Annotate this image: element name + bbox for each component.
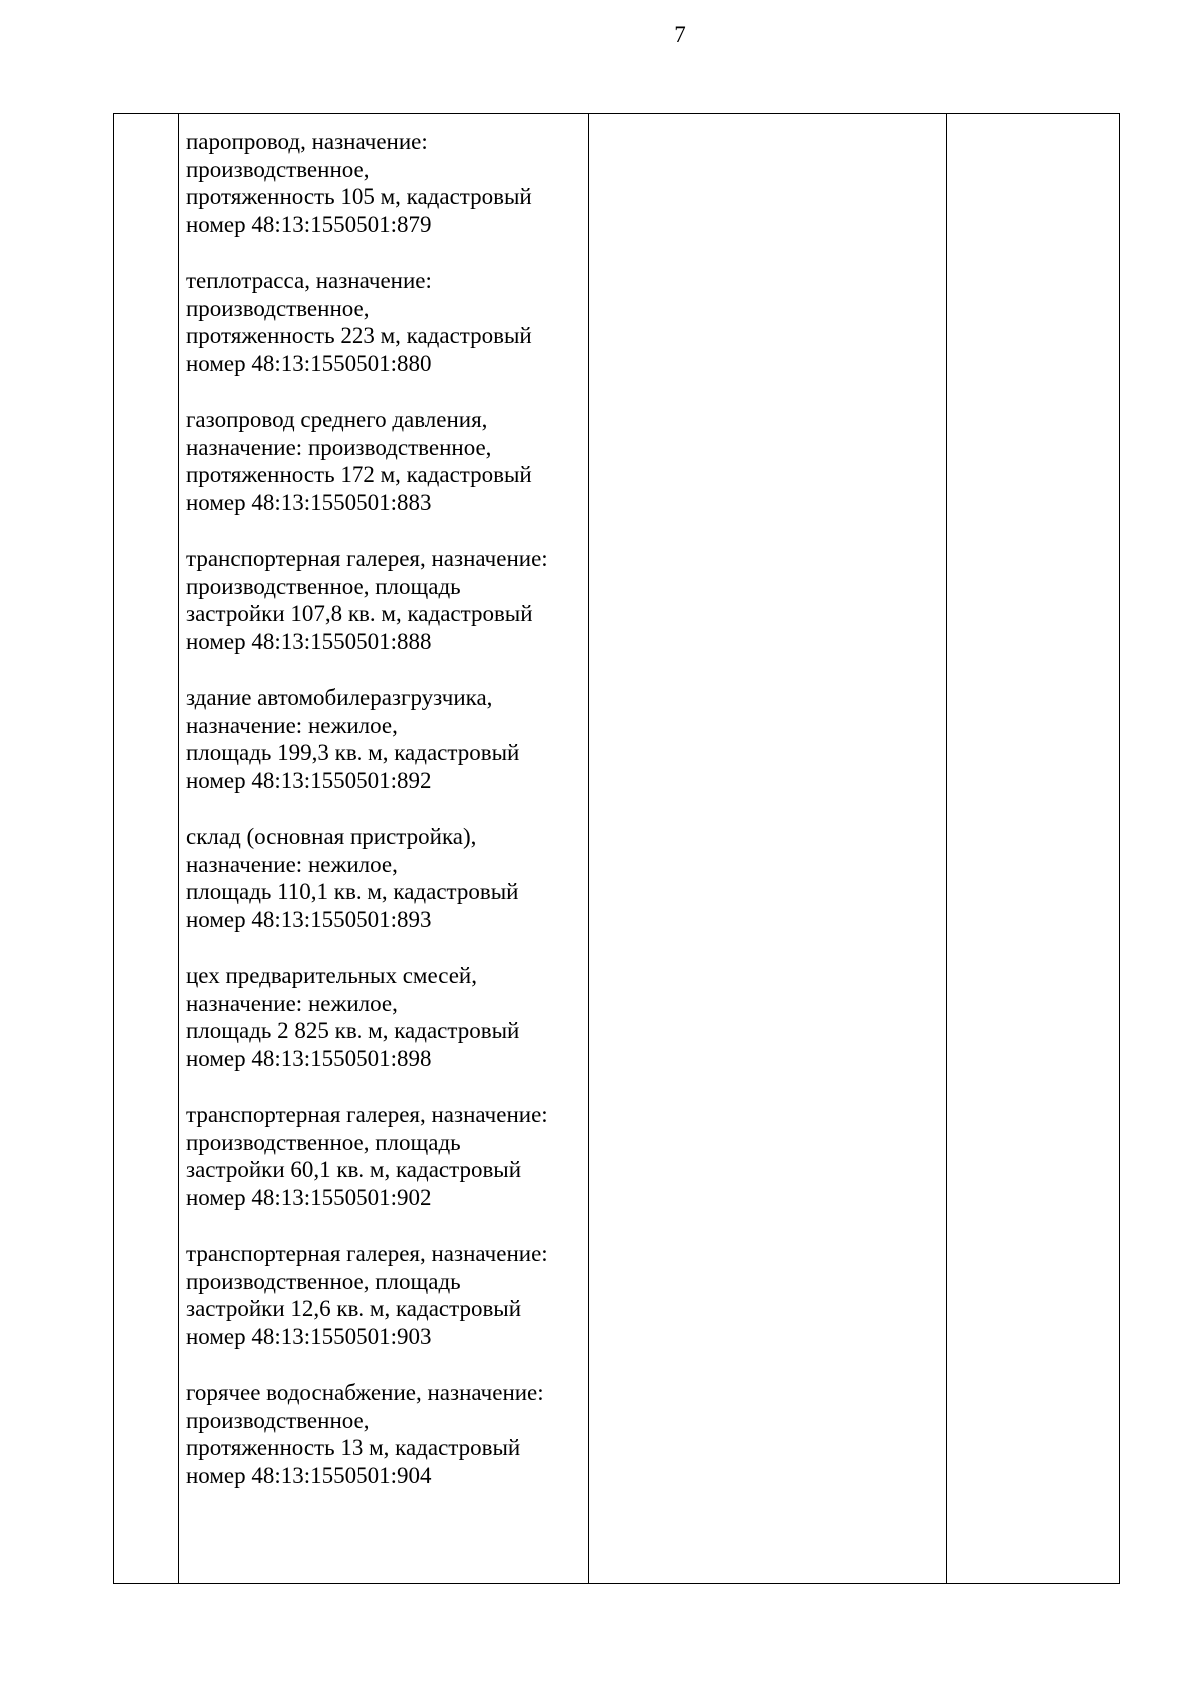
object-text-line: назначение: нежилое, xyxy=(186,712,398,738)
object-text-line: горячее водоснабжение, назначение: xyxy=(186,1380,544,1405)
object-text-line: номер 48:13:1550501:898 xyxy=(186,1045,432,1071)
object-text-line: здание автомобилеразгрузчика, xyxy=(186,685,493,710)
object-text-line: номер 48:13:1550501:879 xyxy=(186,211,432,237)
object-text-line: номер 48:13:1550501:902 xyxy=(186,1184,432,1210)
number-cell xyxy=(114,114,179,1584)
object-entry xyxy=(186,267,588,377)
object-entry xyxy=(186,545,588,655)
object-text-line: номер 48:13:1550501:883 xyxy=(186,489,432,515)
object-list xyxy=(179,114,588,1489)
object-text-line: теплотрасса, назначение: xyxy=(186,268,432,293)
object-text-line: производственное, площадь xyxy=(186,1129,461,1155)
object-text-line: транспортерная галерея, назначение: xyxy=(186,1102,548,1127)
object-entry xyxy=(186,1240,588,1350)
object-text-line: паропровод, назначение: xyxy=(186,129,428,154)
empty-cell xyxy=(947,114,1120,1584)
property-table xyxy=(113,113,1120,1584)
object-text-line: протяженность 223 м, кадастровый xyxy=(186,323,532,348)
object-text-line: площадь 2 825 кв. м, кадастровый xyxy=(186,1018,520,1043)
object-text-line: производственное, xyxy=(186,1407,370,1433)
object-text-line: протяженность 172 м, кадастровый xyxy=(186,462,532,487)
object-text-line: назначение: производственное, xyxy=(186,434,492,460)
object-text-line: застройки 60,1 кв. м, кадастровый xyxy=(186,1157,522,1182)
object-text-line: площадь 110,1 кв. м, кадастровый xyxy=(186,879,519,904)
object-text-line: газопровод среднего давления, xyxy=(186,407,488,432)
object-text-line: протяженность 13 м, кадастровый xyxy=(186,1435,521,1460)
object-text-line: номер 48:13:1550501:888 xyxy=(186,628,432,654)
object-text-line: склад (основная пристройка), xyxy=(186,824,477,849)
object-entry xyxy=(186,1379,588,1489)
object-text-line: производственное, xyxy=(186,295,370,321)
object-entry xyxy=(186,406,588,516)
object-entry xyxy=(186,962,588,1072)
object-text-line: площадь 199,3 кв. м, кадастровый xyxy=(186,740,520,765)
object-text-line: застройки 12,6 кв. м, кадастровый xyxy=(186,1296,522,1321)
object-entry xyxy=(186,128,588,238)
empty-cell xyxy=(589,114,947,1584)
object-text-line: номер 48:13:1550501:893 xyxy=(186,906,432,932)
object-text-line: назначение: нежилое, xyxy=(186,851,398,877)
object-text-line: номер 48:13:1550501:892 xyxy=(186,767,432,793)
object-description-cell xyxy=(179,114,589,1584)
object-text-line: застройки 107,8 кв. м, кадастровый xyxy=(186,601,533,626)
object-text-line: номер 48:13:1550501:880 xyxy=(186,350,432,376)
object-text-line: номер 48:13:1550501:903 xyxy=(186,1323,432,1349)
table-row xyxy=(114,114,1120,1584)
object-text-line: транспортерная галерея, назначение: xyxy=(186,546,548,571)
page-number: 7 xyxy=(674,22,686,47)
object-text-line: производственное, площадь xyxy=(186,1268,461,1294)
object-text-line: назначение: нежилое, xyxy=(186,990,398,1016)
object-text-line: протяженность 105 м, кадастровый xyxy=(186,184,532,209)
object-text-line: цех предварительных смесей, xyxy=(186,963,477,988)
object-text-line: транспортерная галерея, назначение: xyxy=(186,1241,548,1266)
object-entry xyxy=(186,684,588,794)
object-entry xyxy=(186,1101,588,1211)
object-text-line: производственное, xyxy=(186,156,370,182)
object-entry xyxy=(186,823,588,933)
object-text-line: номер 48:13:1550501:904 xyxy=(186,1462,432,1488)
object-text-line: производственное, площадь xyxy=(186,573,461,599)
